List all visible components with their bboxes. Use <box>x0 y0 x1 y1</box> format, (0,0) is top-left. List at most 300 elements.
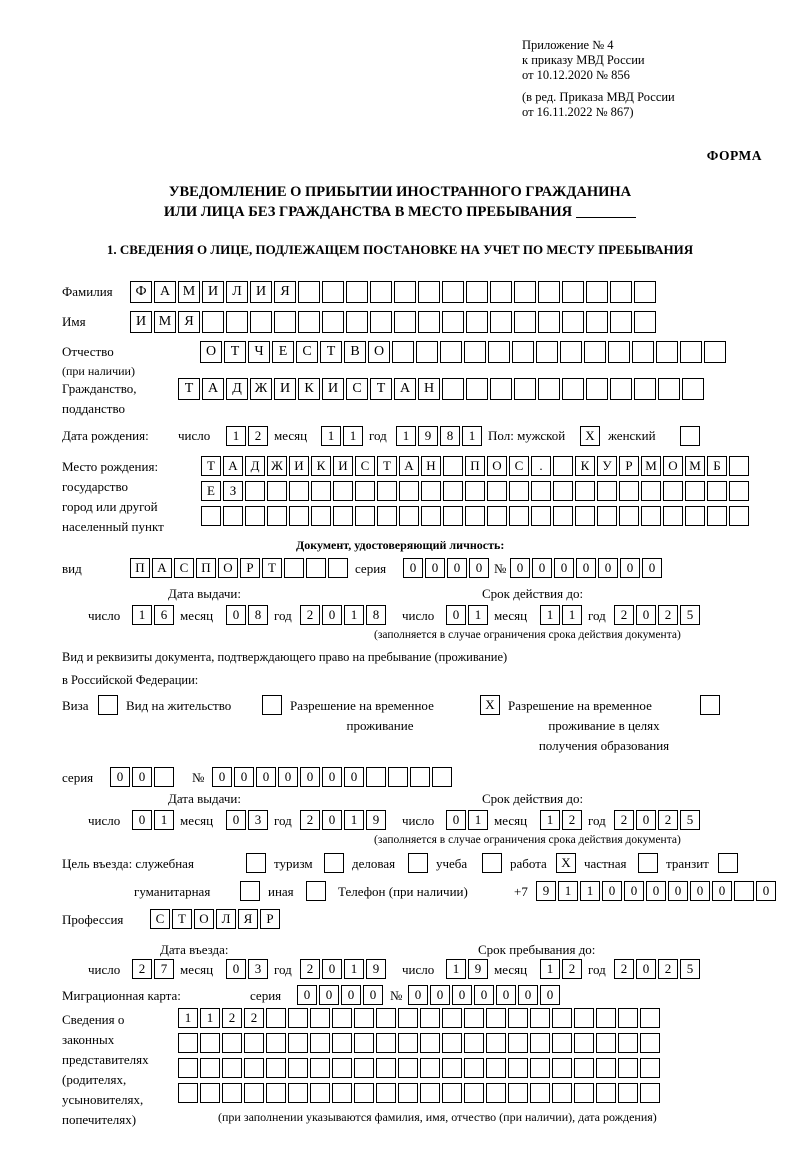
form-cell[interactable] <box>178 1083 198 1103</box>
field-legal-rep-row-1[interactable] <box>178 1008 662 1028</box>
form-cell[interactable]: Я <box>238 909 258 929</box>
form-cell[interactable] <box>376 1008 396 1028</box>
form-cell[interactable] <box>442 1033 462 1053</box>
form-cell[interactable] <box>266 1008 286 1028</box>
form-cell[interactable]: И <box>333 456 353 476</box>
form-cell[interactable] <box>486 1008 506 1028</box>
form-cell[interactable] <box>487 506 507 526</box>
form-cell[interactable]: А <box>223 456 243 476</box>
field-permit-valid-year[interactable] <box>614 810 702 830</box>
form-cell[interactable] <box>634 311 656 333</box>
form-cell[interactable] <box>707 506 727 526</box>
form-cell[interactable]: А <box>154 281 176 303</box>
form-cell[interactable] <box>552 1083 572 1103</box>
form-cell[interactable] <box>289 506 309 526</box>
form-cell[interactable] <box>584 341 606 363</box>
form-cell[interactable]: Д <box>226 378 248 400</box>
form-cell[interactable] <box>355 481 375 501</box>
field-birth-year[interactable] <box>396 426 484 446</box>
form-cell[interactable] <box>562 378 584 400</box>
form-cell[interactable] <box>332 1008 352 1028</box>
form-cell[interactable] <box>552 1033 572 1053</box>
form-cell[interactable] <box>634 378 656 400</box>
form-cell[interactable]: 1 <box>226 426 246 446</box>
form-cell[interactable] <box>490 311 512 333</box>
field-permit-issue-year[interactable] <box>300 810 388 830</box>
form-cell[interactable] <box>512 341 534 363</box>
form-cell[interactable]: 0 <box>624 881 644 901</box>
form-cell[interactable] <box>250 311 272 333</box>
form-cell[interactable]: 8 <box>248 605 268 625</box>
form-cell[interactable] <box>509 506 529 526</box>
form-cell[interactable] <box>222 1083 242 1103</box>
form-cell[interactable] <box>530 1083 550 1103</box>
form-cell[interactable]: Р <box>260 909 280 929</box>
form-cell[interactable]: 1 <box>132 605 152 625</box>
form-cell[interactable]: 0 <box>712 881 732 901</box>
form-cell[interactable] <box>514 378 536 400</box>
form-cell[interactable]: 0 <box>540 985 560 1005</box>
form-cell[interactable]: 0 <box>322 767 342 787</box>
form-cell[interactable] <box>514 311 536 333</box>
form-cell[interactable] <box>376 1058 396 1078</box>
form-cell[interactable] <box>641 481 661 501</box>
form-cell[interactable] <box>466 378 488 400</box>
form-cell[interactable]: М <box>178 281 200 303</box>
field-doc-valid-month[interactable] <box>540 605 584 625</box>
form-cell[interactable] <box>420 1033 440 1053</box>
form-cell[interactable] <box>377 506 397 526</box>
form-cell[interactable]: Т <box>262 558 282 578</box>
form-cell[interactable]: 0 <box>322 605 342 625</box>
checkbox-purpose-private[interactable] <box>638 853 658 873</box>
form-cell[interactable] <box>553 506 573 526</box>
form-cell[interactable] <box>288 1033 308 1053</box>
field-citizenship[interactable] <box>178 378 706 400</box>
form-cell[interactable] <box>244 1083 264 1103</box>
field-doc-kind[interactable] <box>130 558 350 578</box>
checkbox-purpose-other[interactable] <box>306 881 326 901</box>
form-cell[interactable] <box>418 311 440 333</box>
form-cell[interactable]: М <box>641 456 661 476</box>
form-cell[interactable] <box>298 281 320 303</box>
form-cell[interactable]: 2 <box>658 605 678 625</box>
form-cell[interactable]: М <box>154 311 176 333</box>
form-cell[interactable] <box>442 1058 462 1078</box>
form-cell[interactable]: 0 <box>425 558 445 578</box>
form-cell[interactable] <box>226 311 248 333</box>
form-cell[interactable] <box>560 341 582 363</box>
field-permit-issue-day[interactable] <box>132 810 176 830</box>
form-cell[interactable] <box>656 341 678 363</box>
field-stay-day[interactable] <box>446 959 490 979</box>
field-doc-issue-month[interactable] <box>226 605 270 625</box>
form-cell[interactable]: 5 <box>680 959 700 979</box>
form-cell[interactable] <box>443 506 463 526</box>
form-cell[interactable]: 0 <box>474 985 494 1005</box>
form-cell[interactable] <box>328 558 348 578</box>
form-cell[interactable] <box>619 481 639 501</box>
field-doc-issue-day[interactable] <box>132 605 176 625</box>
form-cell[interactable]: . <box>531 456 551 476</box>
form-cell[interactable] <box>632 341 654 363</box>
form-cell[interactable] <box>443 456 463 476</box>
form-cell[interactable]: И <box>250 281 272 303</box>
form-cell[interactable]: 2 <box>300 605 320 625</box>
form-cell[interactable] <box>354 1083 374 1103</box>
form-cell[interactable]: 2 <box>658 959 678 979</box>
form-cell[interactable] <box>553 456 573 476</box>
form-cell[interactable]: 1 <box>344 810 364 830</box>
form-cell[interactable]: В <box>344 341 366 363</box>
form-cell[interactable]: Ж <box>267 456 287 476</box>
form-cell[interactable]: 8 <box>366 605 386 625</box>
form-cell[interactable] <box>553 481 573 501</box>
form-cell[interactable] <box>245 481 265 501</box>
form-cell[interactable] <box>685 506 705 526</box>
form-cell[interactable] <box>266 1083 286 1103</box>
form-cell[interactable] <box>354 1058 374 1078</box>
form-cell[interactable]: К <box>575 456 595 476</box>
form-cell[interactable] <box>410 767 430 787</box>
form-cell[interactable] <box>310 1083 330 1103</box>
form-cell[interactable] <box>332 1083 352 1103</box>
form-cell[interactable] <box>707 481 727 501</box>
form-cell[interactable] <box>597 481 617 501</box>
form-cell[interactable] <box>610 378 632 400</box>
form-cell[interactable] <box>442 311 464 333</box>
form-cell[interactable] <box>399 506 419 526</box>
form-cell[interactable] <box>274 311 296 333</box>
form-cell[interactable]: 0 <box>226 810 246 830</box>
form-cell[interactable]: Ж <box>250 378 272 400</box>
form-cell[interactable] <box>586 378 608 400</box>
form-cell[interactable]: Ч <box>248 341 270 363</box>
form-cell[interactable]: 1 <box>540 605 560 625</box>
checkbox-purpose-work[interactable]: X <box>556 853 576 873</box>
field-entry-year[interactable] <box>300 959 388 979</box>
form-cell[interactable] <box>596 1033 616 1053</box>
field-name[interactable] <box>130 311 658 333</box>
form-cell[interactable]: Т <box>370 378 392 400</box>
field-legal-rep-row-3[interactable] <box>178 1058 662 1078</box>
form-cell[interactable] <box>398 1058 418 1078</box>
form-cell[interactable]: 1 <box>200 1008 220 1028</box>
form-cell[interactable] <box>322 311 344 333</box>
form-cell[interactable] <box>562 281 584 303</box>
form-cell[interactable]: 1 <box>178 1008 198 1028</box>
form-cell[interactable] <box>729 456 749 476</box>
form-cell[interactable] <box>464 1008 484 1028</box>
form-cell[interactable]: 0 <box>403 558 423 578</box>
field-stay-year[interactable] <box>614 959 702 979</box>
form-cell[interactable] <box>288 1083 308 1103</box>
form-cell[interactable] <box>640 1058 660 1078</box>
form-cell[interactable] <box>685 481 705 501</box>
form-cell[interactable]: А <box>394 378 416 400</box>
form-cell[interactable] <box>562 311 584 333</box>
form-cell[interactable] <box>201 506 221 526</box>
form-cell[interactable]: О <box>487 456 507 476</box>
form-cell[interactable] <box>267 481 287 501</box>
field-doc-number[interactable] <box>510 558 664 578</box>
form-cell[interactable]: А <box>202 378 224 400</box>
form-cell[interactable]: 0 <box>278 767 298 787</box>
form-cell[interactable] <box>640 1008 660 1028</box>
checkbox-temp-residence[interactable]: X <box>480 695 500 715</box>
form-cell[interactable] <box>663 506 683 526</box>
form-cell[interactable]: Р <box>240 558 260 578</box>
form-cell[interactable] <box>536 341 558 363</box>
form-cell[interactable] <box>663 481 683 501</box>
form-cell[interactable] <box>267 506 287 526</box>
form-cell[interactable] <box>284 558 304 578</box>
field-profession[interactable] <box>150 909 282 929</box>
field-permit-valid-month[interactable] <box>540 810 584 830</box>
form-cell[interactable] <box>508 1058 528 1078</box>
form-cell[interactable]: 1 <box>540 810 560 830</box>
form-cell[interactable]: 0 <box>430 985 450 1005</box>
form-cell[interactable] <box>575 506 595 526</box>
form-cell[interactable]: А <box>152 558 172 578</box>
form-cell[interactable]: О <box>663 456 683 476</box>
form-cell[interactable] <box>464 341 486 363</box>
form-cell[interactable] <box>619 506 639 526</box>
form-cell[interactable] <box>333 506 353 526</box>
field-birth-month[interactable] <box>321 426 365 446</box>
form-cell[interactable]: 0 <box>636 810 656 830</box>
form-cell[interactable] <box>420 1008 440 1028</box>
form-cell[interactable]: 3 <box>248 959 268 979</box>
form-cell[interactable] <box>608 341 630 363</box>
form-cell[interactable] <box>538 281 560 303</box>
form-cell[interactable] <box>311 481 331 501</box>
form-cell[interactable] <box>421 506 441 526</box>
form-cell[interactable]: 9 <box>536 881 556 901</box>
form-cell[interactable]: Т <box>201 456 221 476</box>
form-cell[interactable] <box>178 1058 198 1078</box>
form-cell[interactable]: 1 <box>396 426 416 446</box>
form-cell[interactable] <box>465 506 485 526</box>
form-cell[interactable]: 0 <box>554 558 574 578</box>
form-cell[interactable]: 9 <box>418 426 438 446</box>
form-cell[interactable]: 1 <box>343 426 363 446</box>
form-cell[interactable]: 2 <box>244 1008 264 1028</box>
form-cell[interactable]: 0 <box>598 558 618 578</box>
form-cell[interactable]: 0 <box>132 810 152 830</box>
form-cell[interactable] <box>464 1058 484 1078</box>
form-cell[interactable]: 7 <box>154 959 174 979</box>
form-cell[interactable]: Т <box>172 909 192 929</box>
form-cell[interactable]: С <box>346 378 368 400</box>
form-cell[interactable] <box>596 1008 616 1028</box>
form-cell[interactable] <box>486 1083 506 1103</box>
checkbox-purpose-tourism[interactable] <box>324 853 344 873</box>
form-cell[interactable] <box>552 1008 572 1028</box>
form-cell[interactable] <box>223 506 243 526</box>
checkbox-residence-permit[interactable] <box>262 695 282 715</box>
form-cell[interactable] <box>346 311 368 333</box>
form-cell[interactable]: С <box>150 909 170 929</box>
form-cell[interactable] <box>366 767 386 787</box>
form-cell[interactable]: Я <box>274 281 296 303</box>
form-cell[interactable] <box>442 281 464 303</box>
form-cell[interactable]: 1 <box>468 605 488 625</box>
form-cell[interactable]: 0 <box>300 767 320 787</box>
form-cell[interactable]: 0 <box>226 605 246 625</box>
form-cell[interactable] <box>394 311 416 333</box>
field-doc-series[interactable] <box>403 558 491 578</box>
form-cell[interactable]: 2 <box>562 810 582 830</box>
form-cell[interactable] <box>442 378 464 400</box>
form-cell[interactable]: О <box>194 909 214 929</box>
form-cell[interactable] <box>420 1058 440 1078</box>
form-cell[interactable]: 1 <box>321 426 341 446</box>
form-cell[interactable]: 2 <box>248 426 268 446</box>
form-cell[interactable]: И <box>289 456 309 476</box>
form-cell[interactable]: Л <box>216 909 236 929</box>
field-patronymic[interactable] <box>200 341 728 363</box>
form-cell[interactable]: 3 <box>248 810 268 830</box>
form-cell[interactable] <box>729 481 749 501</box>
form-cell[interactable] <box>466 311 488 333</box>
field-migration-number[interactable] <box>408 985 562 1005</box>
form-cell[interactable]: 0 <box>446 605 466 625</box>
form-cell[interactable] <box>531 481 551 501</box>
form-cell[interactable] <box>464 1033 484 1053</box>
form-cell[interactable]: 5 <box>680 810 700 830</box>
form-cell[interactable]: Е <box>272 341 294 363</box>
form-cell[interactable] <box>490 281 512 303</box>
form-cell[interactable] <box>266 1033 286 1053</box>
form-cell[interactable]: 0 <box>132 767 152 787</box>
form-cell[interactable]: 0 <box>576 558 596 578</box>
form-cell[interactable]: 0 <box>620 558 640 578</box>
form-cell[interactable]: З <box>223 481 243 501</box>
form-cell[interactable] <box>398 1008 418 1028</box>
form-cell[interactable] <box>288 1008 308 1028</box>
form-cell[interactable] <box>442 1008 462 1028</box>
form-cell[interactable]: Р <box>619 456 639 476</box>
field-birth-day[interactable] <box>226 426 270 446</box>
form-cell[interactable]: 9 <box>366 810 386 830</box>
form-cell[interactable]: 2 <box>132 959 152 979</box>
form-cell[interactable] <box>222 1058 242 1078</box>
form-cell[interactable]: О <box>368 341 390 363</box>
form-cell[interactable]: 1 <box>540 959 560 979</box>
form-cell[interactable] <box>734 881 754 901</box>
form-cell[interactable]: 0 <box>636 959 656 979</box>
form-cell[interactable] <box>490 378 512 400</box>
form-cell[interactable]: С <box>355 456 375 476</box>
field-birthplace-city-2[interactable] <box>201 506 751 526</box>
form-cell[interactable] <box>640 1033 660 1053</box>
form-cell[interactable] <box>399 481 419 501</box>
form-cell[interactable] <box>388 767 408 787</box>
form-cell[interactable] <box>333 481 353 501</box>
form-cell[interactable] <box>289 481 309 501</box>
form-cell[interactable]: И <box>130 311 152 333</box>
form-cell[interactable]: К <box>298 378 320 400</box>
checkbox-edu-residence[interactable] <box>700 695 720 715</box>
form-cell[interactable]: К <box>311 456 331 476</box>
form-cell[interactable]: 0 <box>602 881 622 901</box>
field-entry-day[interactable] <box>132 959 176 979</box>
form-cell[interactable]: 6 <box>154 605 174 625</box>
form-cell[interactable]: 0 <box>234 767 254 787</box>
form-cell[interactable] <box>634 281 656 303</box>
form-cell[interactable]: О <box>218 558 238 578</box>
form-cell[interactable]: Б <box>707 456 727 476</box>
form-cell[interactable]: 0 <box>642 558 662 578</box>
form-cell[interactable]: 0 <box>496 985 516 1005</box>
form-cell[interactable] <box>442 1083 462 1103</box>
checkbox-male[interactable]: X <box>580 426 600 446</box>
form-cell[interactable]: 2 <box>614 810 634 830</box>
field-doc-valid-year[interactable] <box>614 605 702 625</box>
form-cell[interactable]: 0 <box>646 881 666 901</box>
form-cell[interactable]: 1 <box>468 810 488 830</box>
form-cell[interactable] <box>200 1033 220 1053</box>
field-permit-number[interactable] <box>212 767 454 787</box>
form-cell[interactable] <box>244 1033 264 1053</box>
form-cell[interactable]: 2 <box>562 959 582 979</box>
form-cell[interactable] <box>729 506 749 526</box>
form-cell[interactable]: 0 <box>756 881 776 901</box>
form-cell[interactable] <box>508 1083 528 1103</box>
form-cell[interactable]: Л <box>226 281 248 303</box>
form-cell[interactable]: 0 <box>110 767 130 787</box>
form-cell[interactable]: А <box>399 456 419 476</box>
form-cell[interactable]: 0 <box>212 767 232 787</box>
form-cell[interactable] <box>704 341 726 363</box>
form-cell[interactable]: 0 <box>446 810 466 830</box>
form-cell[interactable]: 1 <box>446 959 466 979</box>
form-cell[interactable] <box>530 1033 550 1053</box>
field-doc-issue-year[interactable] <box>300 605 388 625</box>
form-cell[interactable] <box>376 1033 396 1053</box>
form-cell[interactable]: Н <box>421 456 441 476</box>
form-cell[interactable] <box>420 1083 440 1103</box>
form-cell[interactable] <box>486 1058 506 1078</box>
form-cell[interactable] <box>332 1058 352 1078</box>
form-cell[interactable] <box>574 1058 594 1078</box>
field-permit-issue-month[interactable] <box>226 810 270 830</box>
form-cell[interactable]: 0 <box>447 558 467 578</box>
form-cell[interactable]: 2 <box>222 1008 242 1028</box>
field-stay-month[interactable] <box>540 959 584 979</box>
form-cell[interactable] <box>222 1033 242 1053</box>
form-cell[interactable] <box>488 341 510 363</box>
form-cell[interactable] <box>618 1058 638 1078</box>
form-cell[interactable] <box>355 506 375 526</box>
form-cell[interactable]: Ф <box>130 281 152 303</box>
form-cell[interactable] <box>640 1083 660 1103</box>
form-cell[interactable] <box>530 1058 550 1078</box>
form-cell[interactable]: С <box>174 558 194 578</box>
form-cell[interactable] <box>370 281 392 303</box>
form-cell[interactable]: И <box>202 281 224 303</box>
form-cell[interactable]: С <box>509 456 529 476</box>
form-cell[interactable] <box>574 1008 594 1028</box>
form-cell[interactable]: 2 <box>614 959 634 979</box>
form-cell[interactable] <box>392 341 414 363</box>
form-cell[interactable] <box>178 1033 198 1053</box>
form-cell[interactable]: 0 <box>690 881 710 901</box>
form-cell[interactable]: 2 <box>614 605 634 625</box>
form-cell[interactable] <box>311 506 331 526</box>
form-cell[interactable]: 0 <box>256 767 276 787</box>
